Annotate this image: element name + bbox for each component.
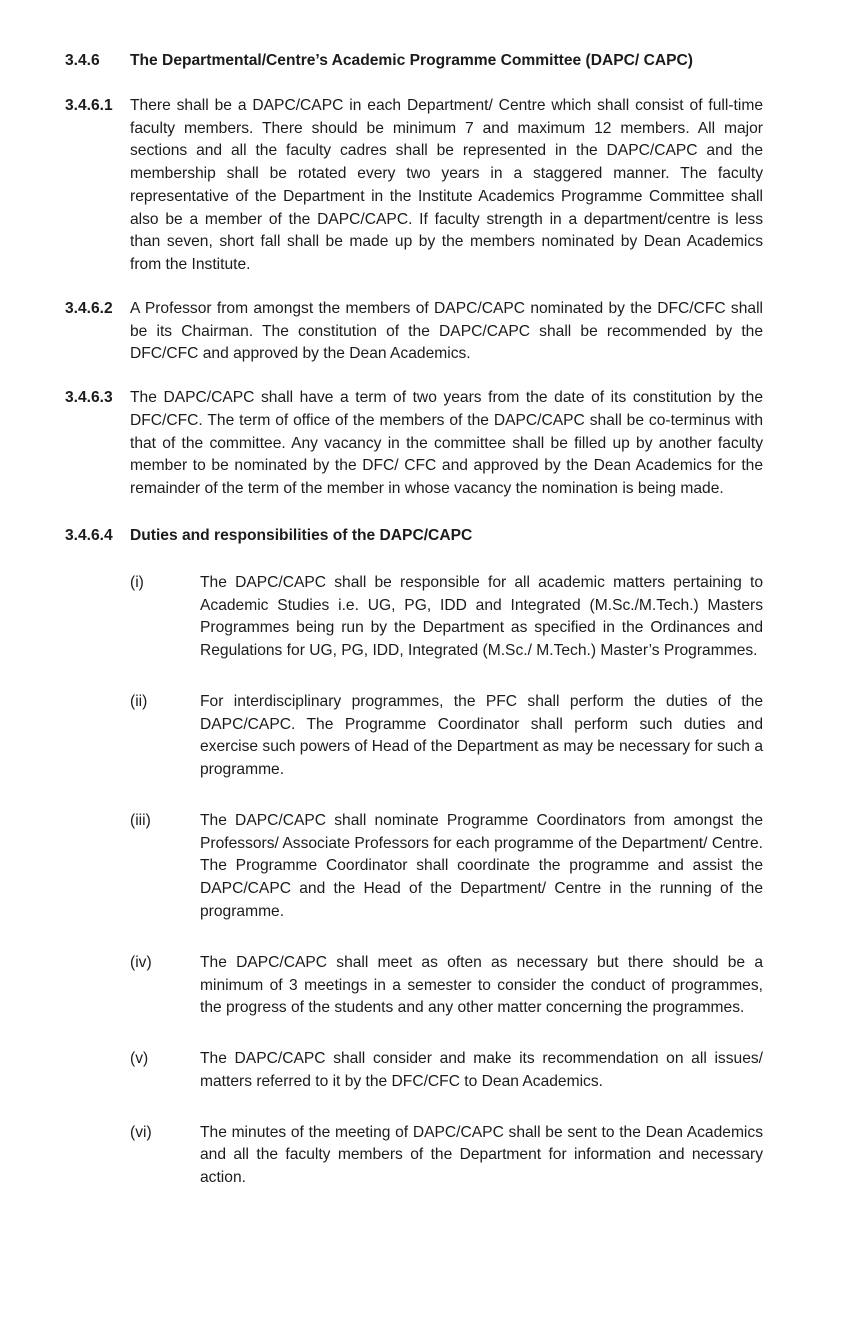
clause-text: There shall be a DAPC/CAPC in each Department/ Centre which shall consist of full-time faculty members. There should be minimum 7 and maximum 12 members. All major sections and all the faculty cadres shall be represented in the DAPC/CAPC and the membership shall be rotated every two years in a staggered manner. The faculty representative of the Department in the Institute Academics Programme Committee shall also be a member of the DAPC/CAPC. If faculty strength in a department/centre is less than seven, short fall shall be made up by the members nominated by Dean Academics from the Institute. bbox=[130, 96, 763, 274]
duty-item-iv bbox=[130, 952, 763, 1020]
section-heading-title: The Departmental/Centre’s Academic Programme Committee (DAPC/ CAPC) bbox=[130, 52, 693, 69]
clause-number: 3.4.6.3 bbox=[65, 389, 113, 407]
duty-marker: (v) bbox=[130, 1050, 149, 1068]
duty-item-iii bbox=[130, 810, 763, 924]
duty-item-i bbox=[130, 572, 763, 663]
clause-3-4-6-3 bbox=[65, 387, 763, 501]
duty-text: For interdisciplinary programmes, the PFC shall perform the duties of the DAPC/CAPC. The Programme Coordinator shall perform such duties and exercise such powers of Head of the Department as may be necessary for such a programme. bbox=[200, 692, 763, 779]
duty-text: The DAPC/CAPC shall be responsible for all academic matters pertaining to Academic Studies i.e. UG, PG, IDD and Integrated (M.Sc./M.Tech.) Masters Programmes being run by the Department as specified in the Ordinances and Regulations for UG, PG, IDD, Integrated (M.Sc./ M.Tech.) Master’s Programmes. bbox=[200, 573, 763, 660]
section-heading bbox=[65, 50, 763, 73]
clause-number: 3.4.6.1 bbox=[65, 96, 113, 114]
duties-heading-title: Duties and responsibilities of the DAPC/CAPC bbox=[130, 527, 473, 545]
duty-text: The DAPC/CAPC shall consider and make its recommendation on all issues/ matters referred to it by the DFC/CFC to Dean Academics. bbox=[200, 1050, 763, 1090]
duty-text: The minutes of the meeting of DAPC/CAPC shall be sent to the Dean Academics and all the faculty members of the Department for information and necessary action. bbox=[200, 1123, 763, 1187]
duty-marker: (vi) bbox=[130, 1123, 152, 1141]
duty-item-vi bbox=[130, 1122, 763, 1190]
section-heading-number: 3.4.6 bbox=[65, 52, 100, 69]
duty-marker: (ii) bbox=[130, 692, 148, 710]
clause-3-4-6-1 bbox=[65, 95, 763, 277]
clause-text: A Professor from amongst the members of DAPC/CAPC nominated by the DFC/CFC shall be its Chairman. The constitution of the DAPC/CAPC shall be recommended by the DFC/CFC and approved by the Dean Academics. bbox=[130, 299, 763, 363]
duties-heading-number: 3.4.6.4 bbox=[65, 527, 113, 545]
duty-marker: (iii) bbox=[130, 811, 151, 829]
duty-text: The DAPC/CAPC shall nominate Programme Coordinators from amongst the Professors/ Associate Professors for each programme of the Department/ Centre. The Programme Coordinator shall coordinate the programme and assist the DAPC/CAPC and the Head of the Department/ Centre in the running of the programme. bbox=[200, 811, 763, 920]
duty-item-v bbox=[130, 1048, 763, 1094]
duty-item-ii bbox=[130, 691, 763, 782]
clause-3-4-6-2 bbox=[65, 298, 763, 366]
clause-number: 3.4.6.2 bbox=[65, 299, 113, 317]
duty-marker: (i) bbox=[130, 573, 144, 591]
duty-marker: (iv) bbox=[130, 953, 152, 971]
clause-text: The DAPC/CAPC shall have a term of two years from the date of its constitution by the DFC/CFC. The term of office of the members of the DAPC/CAPC shall be co-terminus with that of the committee. Any vacancy in the committee shall be filled up by another faculty member to be nominated by the DFC/ CFC and approved by the Dean Academics for the remainder of the term of the member in whose vacancy the nomination is being made. bbox=[130, 389, 763, 498]
duty-text: The DAPC/CAPC shall meet as often as necessary but there should be a minimum of 3 meetings in a semester to consider the conduct of programmes, the progress of the students and any other matter concerning the programmes. bbox=[200, 953, 763, 1017]
duties-heading bbox=[65, 525, 763, 548]
